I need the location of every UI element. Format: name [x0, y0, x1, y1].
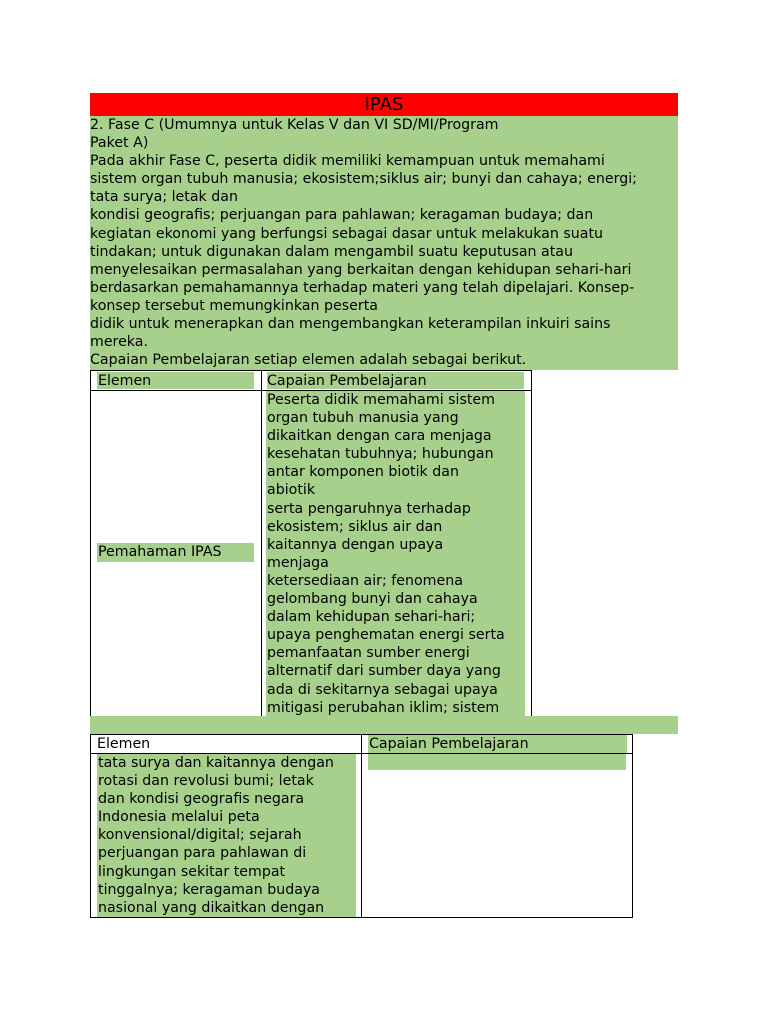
page-title: IPAS — [90, 93, 678, 116]
table2-elemen-line: nasional yang dikaitkan dengan — [98, 899, 325, 916]
intro-line: Capaian Pembelajaran setiap elemen adalah sebagai berikut. — [90, 352, 527, 369]
table2-elemen-line: rotasi dan revolusi bumi; letak — [98, 773, 314, 790]
intro-line: tata surya; letak dan — [90, 189, 238, 206]
table1-capaian-line: ada di sekitarnya sebagai upaya — [267, 681, 498, 698]
table1-capaian-line: kesehatan tubuhnya; hubungan — [267, 446, 494, 463]
table2-elemen-line: lingkungan sekitar tempat — [98, 863, 286, 880]
intro-line: didik untuk menerapkan dan mengembangkan keterampilan inkuiri sains — [90, 316, 611, 333]
table1-header-capaian — [261, 370, 532, 391]
table2-capaian-highlight — [368, 754, 626, 770]
table1-capaian-line: mitigasi perubahan iklim; sistem — [267, 699, 500, 716]
table1-capaian-line: organ tubuh manusia yang — [267, 410, 459, 427]
section-divider — [90, 716, 678, 734]
table2-header-capaian-label: Capaian Pembelajaran — [368, 735, 627, 753]
table1-capaian-line: pemanfaatan sumber energi — [267, 645, 470, 662]
table1-elemen-value: Pemahaman IPAS — [97, 543, 254, 562]
table2-elemen-line: tinggalnya; keragaman budaya — [98, 881, 320, 898]
intro-line: mereka. — [90, 334, 148, 351]
intro-paragraph — [90, 116, 678, 370]
intro-line: Pada akhir Fase C, peserta didik memiliki kemampuan untuk memahami — [90, 153, 605, 170]
table1-capaian-line: abiotik — [267, 482, 316, 499]
table1-capaian-line: antar komponen biotik dan — [267, 464, 459, 481]
table2-header-capaian — [361, 734, 633, 754]
table1-capaian-line: kaitannya dengan upaya — [267, 536, 444, 553]
table1-capaian-line: dikaitkan dengan cara menjaga — [267, 428, 492, 445]
table1-capaian-value — [266, 391, 525, 716]
table2-elemen-line: konvensional/digital; sejarah — [98, 827, 302, 844]
table1-capaian-line: ketersediaan air; fenomena — [267, 572, 463, 589]
table1-elemen-cell — [90, 390, 262, 717]
table2-elemen-line: Indonesia melalui peta — [98, 809, 260, 826]
intro-line: berdasarkan pemahamannya terhadap materi yang telah dipelajari. Konsep- — [90, 279, 635, 296]
table1-capaian-line: serta pengaruhnya terhadap — [267, 500, 471, 517]
intro-line: Paket A) — [90, 135, 149, 152]
table2-elemen-line: tata surya dan kaitannya dengan — [98, 755, 334, 771]
intro-line: sistem organ tubuh manusia; ekosistem;siklus air; bunyi dan cahaya; energi; — [90, 171, 637, 188]
table2-elemen-cell — [90, 753, 362, 918]
table1-capaian-line: gelombang bunyi dan cahaya — [267, 591, 478, 608]
table2-header-elemen-label: Elemen — [97, 736, 151, 752]
table1-capaian-line: Peserta didik memahami sistem — [267, 392, 495, 408]
table2-elemen-line: perjuangan para pahlawan di — [98, 845, 307, 862]
table1-capaian-line: ekosistem; siklus air dan — [267, 518, 443, 535]
table1-header-elemen — [90, 370, 262, 391]
table1-header-elemen-label: Elemen — [97, 372, 254, 389]
table2-capaian-cell — [361, 753, 633, 918]
table1-capaian-line: menjaga — [267, 554, 329, 571]
table1-capaian-line: alternatif dari sumber daya yang — [267, 663, 501, 680]
table1-capaian-line: upaya penghematan energi serta — [267, 627, 505, 644]
intro-line: kondisi geografis; perjuangan para pahlawan; keragaman budaya; dan — [90, 207, 594, 224]
intro-line: kegiatan ekonomi yang berfungsi sebagai dasar untuk melakukan suatu — [90, 225, 604, 242]
intro-line: menyelesaikan permasalahan yang berkaitan dengan kehidupan sehari-hari — [90, 261, 632, 278]
table1-capaian-line: dalam kehidupan sehari-hari; — [267, 609, 476, 626]
intro-line: 2. Fase C (Umumnya untuk Kelas V dan VI SD/MI/Program — [90, 117, 499, 133]
intro-line: konsep tersebut memungkinkan peserta — [90, 297, 378, 314]
table2-header-elemen — [90, 734, 362, 754]
table2-elemen-line: dan kondisi geografis negara — [98, 791, 305, 808]
table1-header-capaian-label: Capaian Pembelajaran — [267, 372, 524, 389]
table1-capaian-cell — [261, 390, 532, 717]
table2-elemen-value — [97, 754, 356, 917]
intro-line: tindakan; untuk digunakan dalam mengambil suatu keputusan atau — [90, 243, 573, 260]
